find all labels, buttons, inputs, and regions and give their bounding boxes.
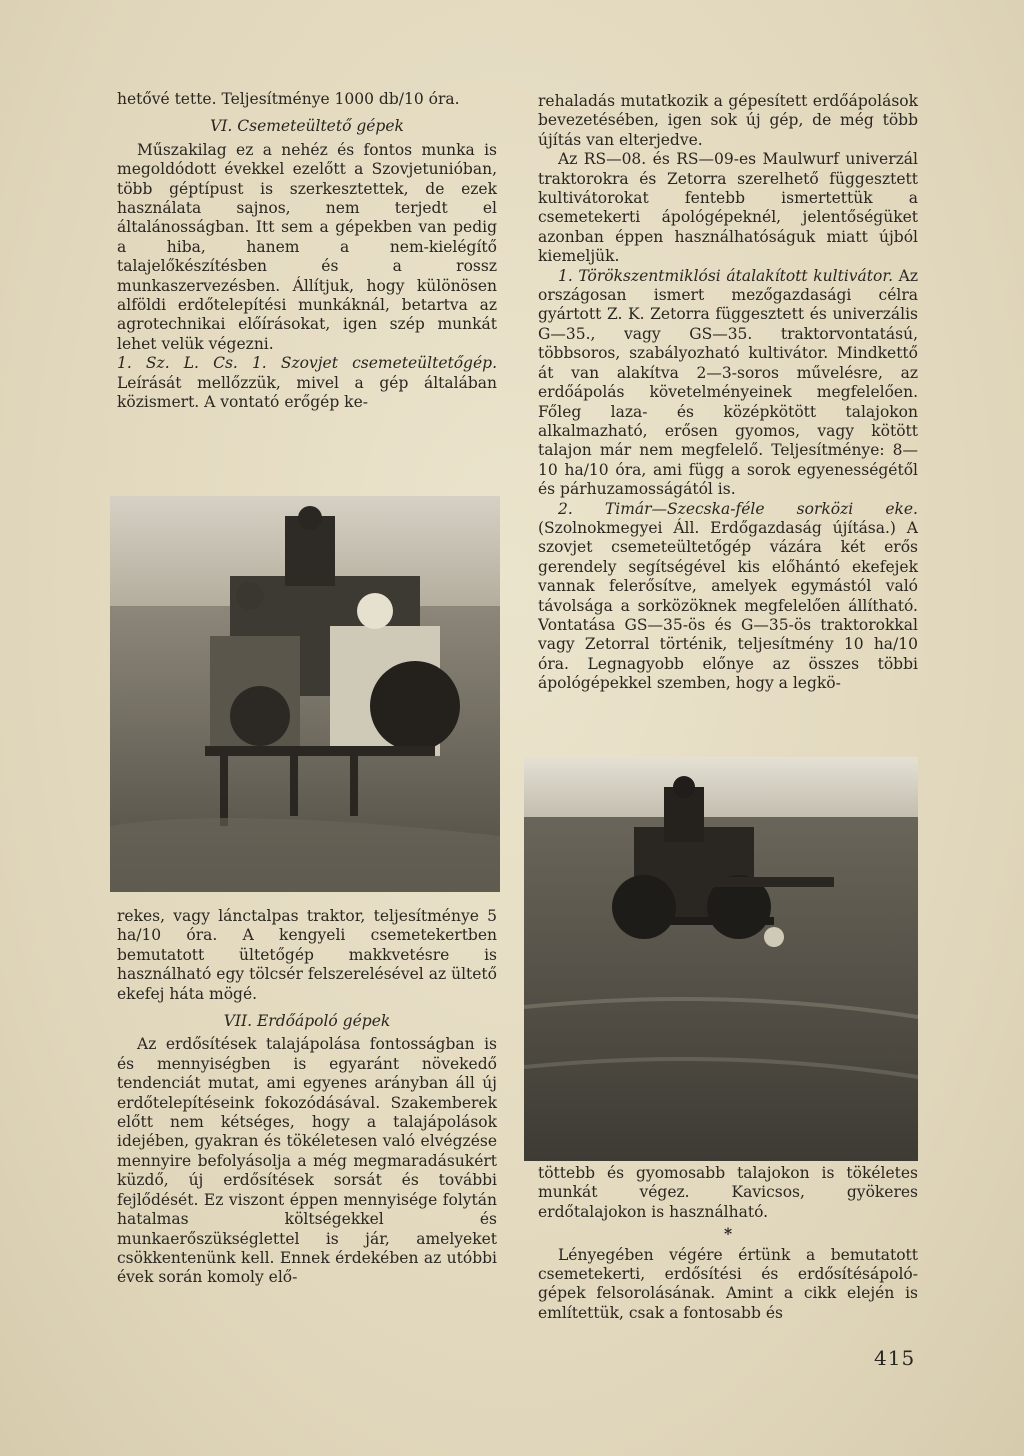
- paragraph: rekes, vagy lánctalpas traktor, teljesítménye 5 ha/10 óra. A kengyeli csemetekertben bemutatott ültetőgép makkvetésre is használható egy tölcsér felszerelésével az ültető ekefej háta mögé.: [117, 907, 497, 1003]
- item-title: 1. Törökszentmiklósi átalakított kultivátor.: [558, 266, 893, 285]
- paragraph: Az RS—08. és RS—09-es Maulwurf univerzál traktorokra és Zetorra szerelhető függesztett kultivátorokat fentebb ismertettük a csemetekerti ápológépeknél, jelentőségüket azonban éppen használhatóságuk miatt újból kiemeljük.: [538, 150, 918, 266]
- paragraph: Műszakilag ez a nehéz és fontos munka is megoldódott évekkel ezelőtt a Szovjetunióban, több géptípust is szerkesztettek, de ezek használata sajnos, nem terjedt el általánosságban. Itt sem a gépekben van pedig a hiba, hanem a nem-kielégítő talajelőkészítésben és a rossz munkaszervezésben. Állítjuk, hogy különösen alföldi erdőtelepítési munkáknál, betartva az agrotechnikai előírásokat, igen szép munkát lehet velük végezni.: [117, 140, 497, 353]
- photo-tree-planting-machine: [110, 496, 500, 892]
- item-title: 1. Sz. L. Cs. 1. Szovjet csemeteültetőgép.: [117, 354, 497, 373]
- paragraph: [538, 500, 918, 694]
- item-text: Leírását mellőzzük, mivel a gép általában közismert. A vontató erőgép ke-: [117, 373, 497, 412]
- left-column-bottom: [117, 907, 497, 1288]
- paragraph: Lényegében végére értünk a bemutatott csemetekerti, erdősítési és erdősítésápoló-gépek felsorolásának. Amint a cikk elején is említettük, csak a fontosabb és: [538, 1245, 918, 1322]
- paragraph: töttebb és gyomosabb talajokon is tökéletes munkát végez. Kavicsos, gyökeres erdőtalajokon is használható.: [538, 1164, 918, 1221]
- left-column-top: [117, 90, 497, 413]
- paragraph: [538, 267, 918, 500]
- page-number: 415: [874, 1346, 916, 1370]
- photo-cultivator-tractor-illustration: [524, 757, 918, 1161]
- photo-tree-planting-machine-illustration: [110, 496, 500, 892]
- section-separator: *: [723, 1224, 733, 1244]
- right-column-bottom: [538, 1164, 918, 1323]
- paragraph: [117, 354, 497, 412]
- paragraph: hetővé tette. Teljesítménye 1000 db/10 óra.: [117, 90, 460, 108]
- item-text: Az országosan ismert mezőgazdasági célra gyártott Z. K. Zetorra függesztett és univerzális G—35., vagy GS—35. traktorvontatású, többsoros, szabályozható kultivátor. Mindkettő át van alakítva 2—3-soros művelésre, az erdőápolás követelményeinek megfelelően. Főleg laza- és középkötött talajokon alkalmazható, erősen gyomos, vagy kötött talajon már nem megfelelő. Teljesítménye: 8—10 ha/10 óra, ami függ a sorok egyenességétől és párhuzamosságától is.: [538, 266, 918, 499]
- paragraph: Az erdősítések talajápolása fontosságban is és mennyiségben is egyaránt növekedő tendenciát mutat, ami egyenes arányban áll új erdőtelepítéseink fokozódásával. Szakemberek előtt nem kétséges, hogy a talajápolások idejében, gyakran és tökéletesen való elvégzése mennyire befolyásolja a még megmaradásukért küzdő, új erdősítések sorsát és további fejlődését. Ez viszont éppen mennyisége folytán hatalmas költségekkel és munkaerőszükséglettel is jár, amelyeket csökkentenünk kell. Ennek érdekében az utóbbi évek során komoly elő-: [117, 1035, 497, 1287]
- paragraph: rehaladás mutatkozik a gépesített erdőápolások bevezetésében, igen sok új gép, de még több újítás van elterjedve.: [538, 92, 918, 149]
- photo-cultivator-tractor: [524, 757, 918, 1161]
- item-title: 2. Timár—Szecska-féle sorközi eke.: [558, 499, 918, 518]
- item-text: (Szolnokmegyei Áll. Erdőgazdaság újítása.) A szovjet csemeteültetőgép vázára két erős gerendely segítségével kis előhántó ekefejek vannak felerősítve, amelyek egymástól való távolsága a sorközöknek megfelelően állítható. Vontatása GS—35-ös és G—35-ös traktorokkal vagy Zetorral történik, teljesítmény 10 ha/10 óra. Legnagyobb előnye az összes többi ápológépekkel szemben, hogy a legkö-: [538, 518, 918, 693]
- right-column-top: [538, 92, 918, 694]
- section-heading: VI. Csemeteültető gépek: [210, 117, 404, 136]
- section-heading: VII. Erdőápoló gépek: [223, 1012, 391, 1031]
